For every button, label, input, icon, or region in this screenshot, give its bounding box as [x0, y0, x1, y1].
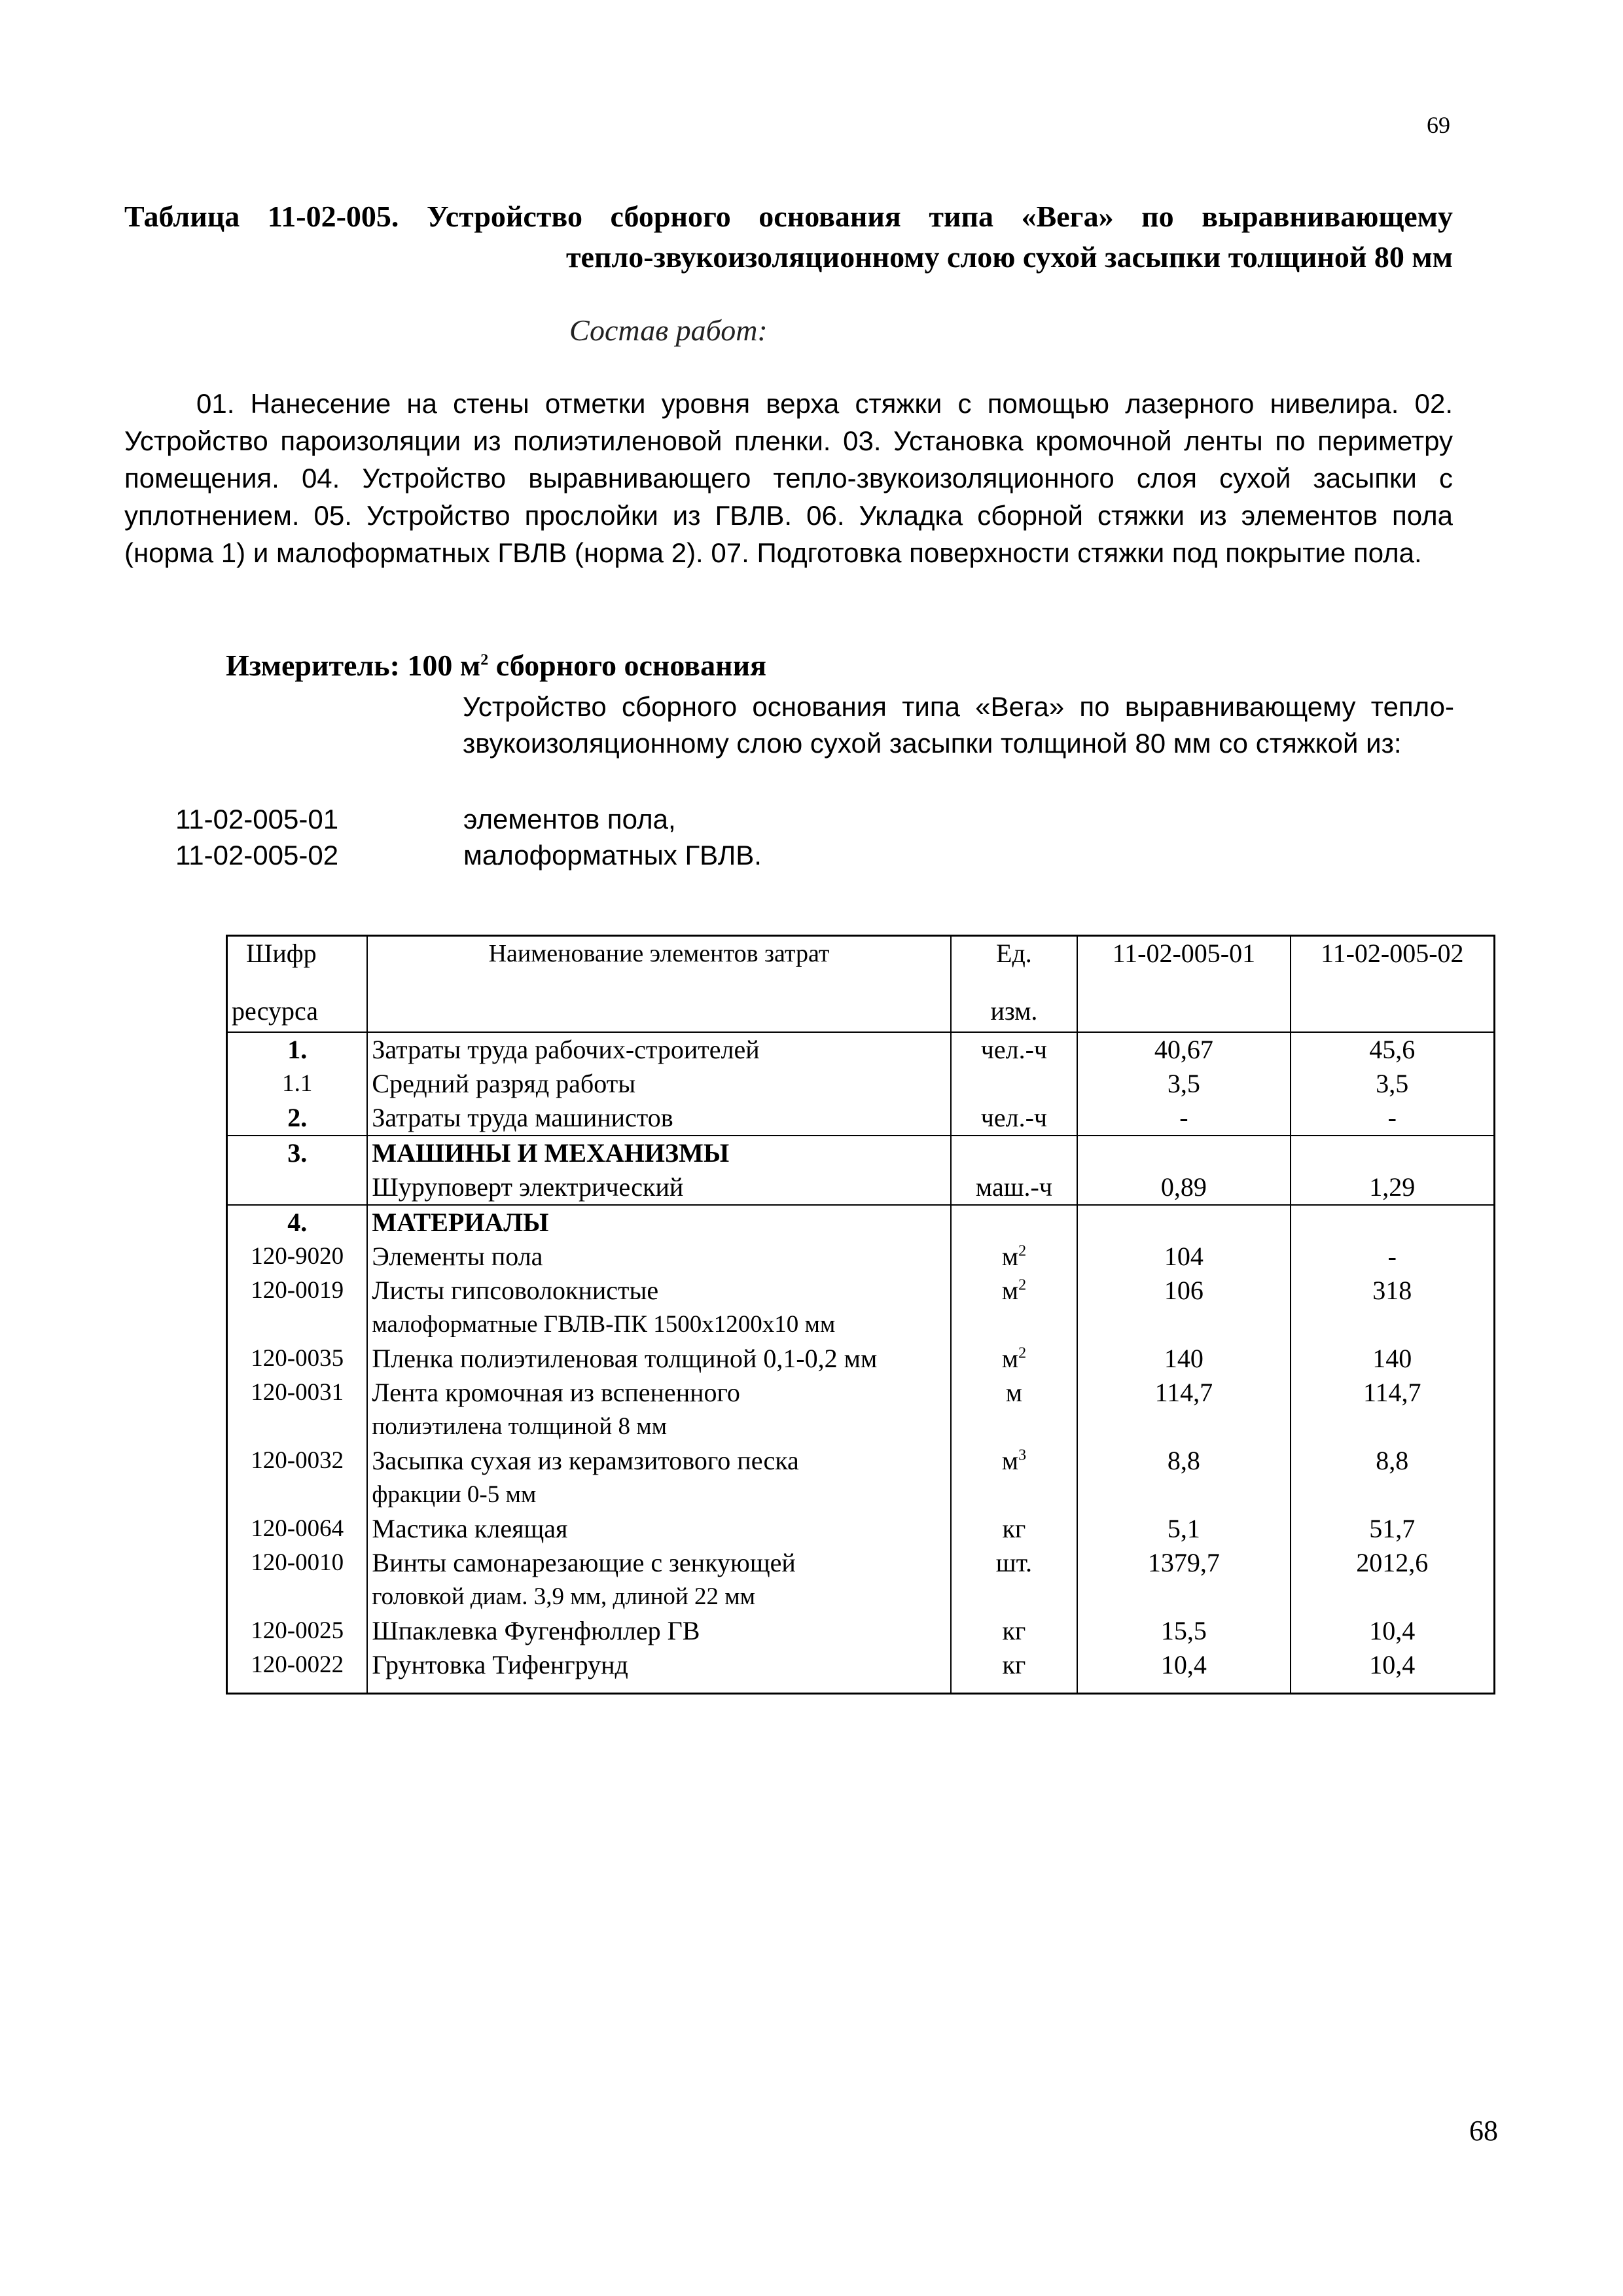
cell-value-2: 45,6	[1369, 1035, 1416, 1064]
cell-value-1: 15,5	[1077, 1614, 1290, 1648]
cell-code: 120-0010	[227, 1546, 368, 1614]
cell-value-1	[1077, 1205, 1290, 1240]
meter-sup: 2	[480, 651, 489, 669]
cell-unit: чел.-ч	[951, 1032, 1077, 1067]
cell-name-line: Шуруповерт электрический	[372, 1172, 684, 1202]
table-row	[227, 1342, 1495, 1376]
cell-unit	[951, 1067, 1077, 1101]
table-row	[227, 1376, 1495, 1444]
cell-value-2: 114,7	[1363, 1378, 1421, 1407]
cell-name	[367, 1101, 950, 1136]
meter-prefix: Измеритель: 100 м	[226, 649, 481, 682]
cell-value-2: 51,7	[1369, 1514, 1416, 1543]
table-row	[227, 1274, 1495, 1342]
cell-code: 2.	[227, 1101, 368, 1136]
cell-name	[367, 1342, 950, 1376]
table-row	[227, 1614, 1495, 1648]
cell-value-2: 318	[1372, 1276, 1412, 1305]
table-row	[227, 1205, 1495, 1240]
cell-value-1: 1379,7	[1077, 1546, 1290, 1614]
cell-value-1: 140	[1077, 1342, 1290, 1376]
title-line-1: Таблица 11-02-005. Устройство сборного основания типа «Вега» по выравнивающему	[124, 200, 1453, 233]
header-name: Наименование элементов затрат	[367, 936, 950, 1033]
cell-value-2: 3,5	[1376, 1069, 1409, 1098]
cell-name	[367, 1512, 950, 1546]
cell-name-line: Лента кромочная из вспененного	[372, 1378, 740, 1407]
cell-value-1: 3,5	[1077, 1067, 1290, 1101]
table-row	[227, 1444, 1495, 1512]
cell-name	[367, 1032, 950, 1067]
cell-value-2: 10,4	[1369, 1650, 1416, 1679]
cell-code: 120-0019	[227, 1274, 368, 1342]
cell-value-2: 140	[1372, 1344, 1412, 1373]
header-col1: 11-02-005-01	[1077, 936, 1290, 1033]
cell-unit: шт.	[951, 1546, 1077, 1614]
cell-name-line: Засыпка сухая из керамзитового песка	[372, 1446, 799, 1475]
cell-name	[367, 1376, 950, 1444]
cell-value-2: 2012,6	[1356, 1548, 1429, 1577]
table-row	[227, 1240, 1495, 1274]
work-composition-heading: Состав работ:	[569, 314, 768, 347]
cell-name-line: фракции 0-5 мм	[372, 1481, 537, 1508]
cell-value-1: 114,7	[1077, 1376, 1290, 1444]
cell-unit: м	[951, 1376, 1077, 1444]
cell-name	[367, 1274, 950, 1342]
cell-name-line: Мастика клеящая	[372, 1514, 568, 1543]
cell-name-line: Затраты труда рабочих-строителей	[372, 1035, 760, 1064]
cell-name-line: Грунтовка Тифенгрунд	[372, 1650, 628, 1679]
cell-name-line: Шпаклевка Фугенфюллер ГВ	[372, 1616, 700, 1645]
cell-name	[367, 1648, 950, 1682]
variant-code: 11-02-005-02	[175, 840, 339, 870]
cell-value-1: 8,8	[1077, 1444, 1290, 1512]
variant-row	[175, 840, 762, 871]
cell-name	[367, 1444, 950, 1512]
cell-value-2: -	[1291, 1101, 1495, 1136]
cell-unit: кг	[951, 1648, 1077, 1682]
cell-value-1: 40,67	[1077, 1032, 1290, 1067]
cell-unit: $м^2$	[951, 1240, 1077, 1274]
table-row	[227, 1101, 1495, 1136]
variant-text: элементов пола,	[463, 804, 676, 834]
table-row	[227, 1512, 1495, 1546]
cell-name	[367, 1067, 950, 1101]
cell-code: 120-0064	[227, 1512, 368, 1546]
cell-code: 1.	[227, 1032, 368, 1067]
table-header-row	[227, 936, 1495, 1033]
cell-name-line: МАТЕРИАЛЫ	[372, 1208, 549, 1237]
cell-name-line: головкой диам. 3,9 мм, длиной 22 мм	[372, 1583, 756, 1610]
cell-name	[367, 1240, 950, 1274]
title-line-2: тепло-звукоизоляционному слою сухой засыпки толщиной 80 мм	[565, 240, 1453, 274]
variant-text: малоформатных ГВЛВ.	[463, 840, 762, 870]
header-col2: 11-02-005-02	[1291, 936, 1495, 1033]
cell-value-1: 5,1	[1077, 1512, 1290, 1546]
cell-unit	[951, 1205, 1077, 1240]
meter-line	[226, 648, 766, 683]
cell-name-line: Затраты труда машинистов	[372, 1103, 673, 1132]
cell-name-line: МАШИНЫ И МЕХАНИЗМЫ	[372, 1138, 730, 1168]
cell-value-2: -	[1387, 1242, 1397, 1271]
cell-name	[367, 1205, 950, 1240]
cell-value-2	[1291, 1136, 1495, 1170]
cell-code: 120-0032	[227, 1444, 368, 1512]
cell-value-1: 106	[1077, 1274, 1290, 1342]
cell-name	[367, 1546, 950, 1614]
cell-unit: $м^3$	[951, 1444, 1077, 1512]
cell-unit: $м^2$	[951, 1342, 1077, 1376]
table-row	[227, 1648, 1495, 1682]
norm-description: Устройство сборного основания типа «Вега» по выравнивающему тепло-звукоизоляционному слою сухой засыпки толщиной 80 мм со стяжкой из:	[463, 691, 1454, 759]
table-row	[227, 1546, 1495, 1614]
page-number-bottom: 68	[1469, 2115, 1498, 2147]
table-title	[124, 196, 1453, 278]
cell-name	[367, 1170, 950, 1205]
table-row	[227, 1136, 1495, 1170]
meter-suffix: сборного основания	[488, 649, 766, 682]
cell-value-1	[1077, 1136, 1290, 1170]
page-number-top: 69	[1427, 112, 1450, 138]
cell-value-1: 0,89	[1077, 1170, 1290, 1205]
variant-row	[175, 804, 676, 835]
work-composition-text: 01. Нанесение на стены отметки уровня верха стяжки с помощью лазерного нивелира. 02. Устройство пароизоляции из полиэтиленовой пленки. 03. Установка кромочной ленты по периметру помещения. 04. Устройство выравнивающего тепло-звукоизоляционного слоя сухой засыпки с уплотнением. 05. Устройство прослойки из ГВЛВ. 06. Укладка сборной стяжки из элементов пола (норма 1) и малоформатных ГВЛВ (норма 2). 07. Подготовка поверхности стяжки под покрытие пола.	[124, 388, 1453, 568]
table-spacer-row	[227, 1682, 1495, 1694]
cell-code: 120-0035	[227, 1342, 368, 1376]
cell-unit: кг	[951, 1512, 1077, 1546]
resources-table	[226, 935, 1495, 1695]
cell-value-1: 104	[1077, 1240, 1290, 1274]
cell-code: 3.	[227, 1136, 368, 1170]
cell-code: 1.1	[227, 1067, 368, 1101]
cell-value-2: 10,4	[1369, 1616, 1416, 1645]
cell-code: 4.	[227, 1205, 368, 1240]
variant-code: 11-02-005-01	[175, 804, 339, 834]
cell-name-line: Винты самонарезающие с зенкующей	[372, 1548, 796, 1577]
cell-unit: маш.-ч	[951, 1170, 1077, 1205]
cell-value-2	[1291, 1205, 1495, 1240]
cell-code: 120-9020	[227, 1240, 368, 1274]
cell-name	[367, 1136, 950, 1170]
cell-code: 120-0025	[227, 1614, 368, 1648]
cell-name-line: Листы гипсоволокнистые	[372, 1276, 659, 1305]
cell-code: 120-0031	[227, 1376, 368, 1444]
cell-unit	[951, 1136, 1077, 1170]
table-row	[227, 1170, 1495, 1205]
cell-unit: кг	[951, 1614, 1077, 1648]
cell-code	[227, 1170, 368, 1205]
cell-value-1: -	[1077, 1101, 1290, 1136]
table-row	[227, 1067, 1495, 1101]
cell-name-line: полиэтилена толщиной 8 мм	[372, 1413, 668, 1440]
cell-name-line: малоформатные ГВЛВ-ПК 1500х1200х10 мм	[372, 1311, 836, 1338]
cell-value-1: 10,4	[1077, 1648, 1290, 1682]
cell-unit: $м^2$	[951, 1274, 1077, 1342]
cell-name-line: Элементы пола	[372, 1242, 543, 1271]
cell-name	[367, 1614, 950, 1648]
cell-code: 120-0022	[227, 1648, 368, 1682]
table-row	[227, 1032, 1495, 1067]
cell-name-line: Средний разряд работы	[372, 1069, 636, 1098]
cell-value-2: 1,29	[1291, 1170, 1495, 1205]
cell-name-line: Пленка полиэтиленовая толщиной 0,1-0,2 мм	[372, 1344, 878, 1373]
header-code: Шифр ресурса	[227, 936, 368, 1033]
header-unit: Ед. изм.	[951, 936, 1077, 1033]
cell-value-2: 8,8	[1376, 1446, 1409, 1475]
cell-unit: чел.-ч	[951, 1101, 1077, 1136]
